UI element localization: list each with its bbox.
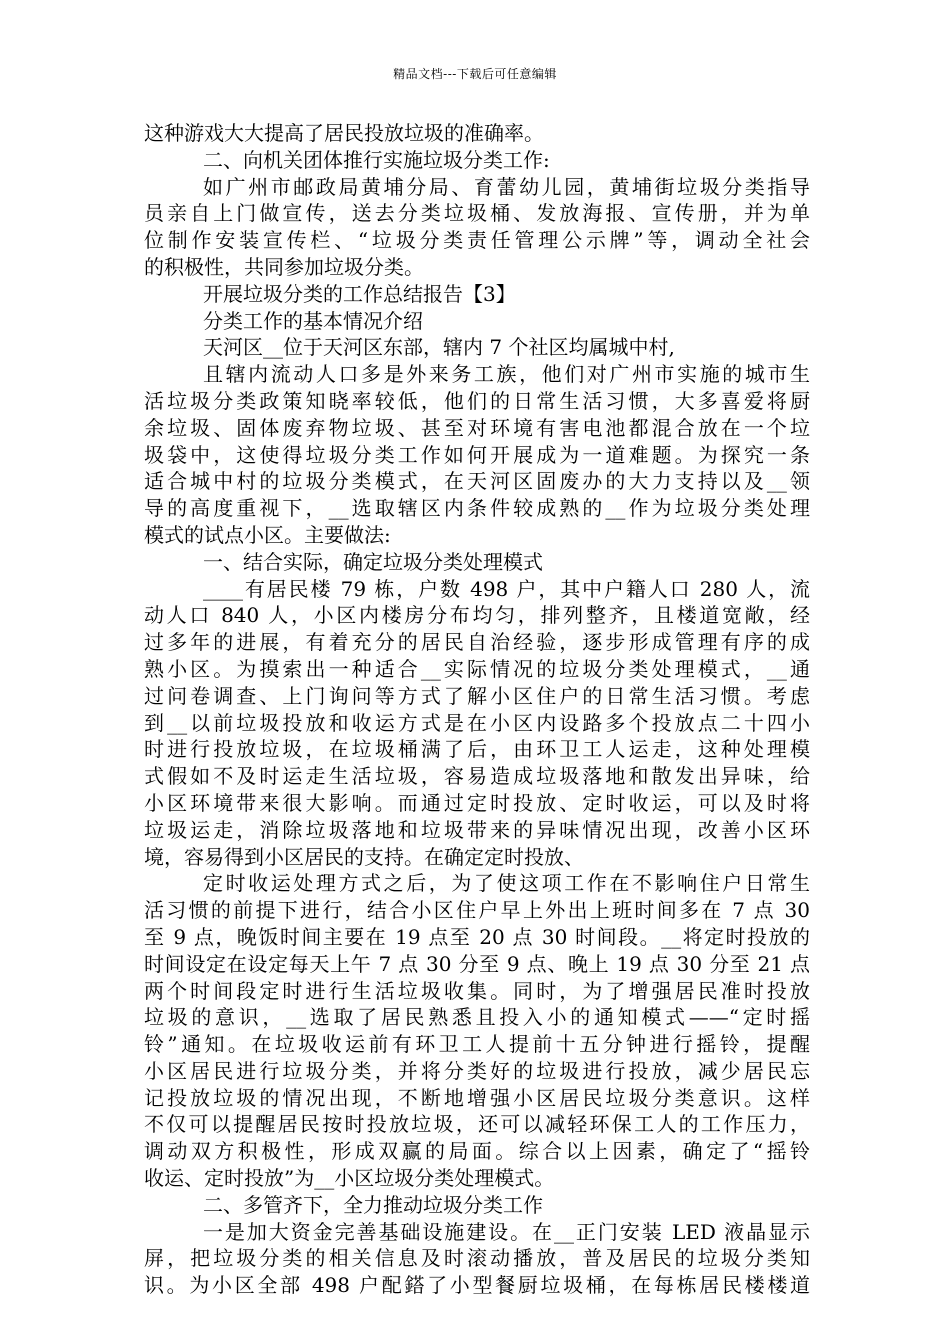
text-line: 铃”通知。在垃圾收运前有环卫工人提前十五分钟进行摇铃，提醒 (144, 1032, 810, 1057)
page-header: 精品文档---下载后可任意编辑 (393, 67, 557, 81)
document-body (144, 120, 810, 1299)
text-line: 导的高度重视下，__选取辖区内条件较成熟的__作为垃圾分类处理 (144, 496, 810, 521)
text-line: 天河区__位于天河区东部，辖内 7 个社区均属城中村, (203, 335, 675, 360)
text-line: 至 9 点，晚饭时间主要在 19 点至 20 点 30 时间段。__将定时投放的 (144, 924, 810, 949)
text-line: ____有居民楼 79 栋，户数 498 户，其中户籍人口 280 人，流 (203, 576, 810, 601)
text-line: 的积极性，共同参加垃圾分类。 (144, 254, 424, 279)
text-line: 二、向机关团体推行实施垃圾分类工作: (203, 147, 550, 172)
text-line: 圾袋中，这使得垃圾分类工作如何开展成为一道难题。为探究一条 (144, 442, 810, 467)
text-line: 记投放垃圾的情况出现，不断地增强小区居民垃圾分类意识。这样 (144, 1085, 810, 1110)
text-line: 两个时间段定时进行生活垃圾收集。同时，为了增强居民准时投放 (144, 978, 810, 1003)
text-line: 活习惯的前提下进行，结合小区住户早上外出上班时间多在 7 点 30 (144, 898, 810, 923)
text-line: 式假如不及时运走生活垃圾，容易造成垃圾落地和散发出异味，给 (144, 764, 810, 789)
text-line: 如广州市邮政局黄埔分局、育蕾幼儿园，黄埔街垃圾分类指导 (203, 174, 810, 199)
text-line: 屏，把垃圾分类的相关信息及时滚动播放，普及居民的垃圾分类知 (144, 1246, 810, 1271)
text-line: 一、结合实际，确定垃圾分类处理模式 (203, 549, 543, 574)
text-line: 分类工作的基本情况介绍 (203, 308, 423, 333)
text-line: 收运、定时投放”为__小区垃圾分类处理模式。 (144, 1166, 555, 1191)
text-line: 动人口 840 人，小区内楼房分布均匀，排列整齐，且楼道宽敞，经 (144, 603, 810, 628)
text-line: 小区居民进行垃圾分类，并将分类好的垃圾进行投放，减少居民忘 (144, 1058, 810, 1083)
text-line: 位制作安装宣传栏、“垃圾分类责任管理公示牌”等，调动全社会 (144, 228, 810, 253)
text-line: 这种游戏大大提高了居民投放垃圾的准确率。 (144, 121, 544, 145)
text-line: 适合城中村的垃圾分类模式，在天河区固废办的大力支持以及__领 (144, 469, 810, 494)
text-line: 模式的试点小区。主要做法: (144, 522, 391, 547)
text-line: 不仅可以提醒居民按时投放垃圾，还可以减轻环保工人的工作压力， (144, 1112, 810, 1137)
text-line: 二、多管齐下，全力推动垃圾分类工作 (203, 1192, 543, 1217)
text-line: 到__以前垃圾投放和收运方式是在小区内设路多个投放点二十四小 (144, 710, 810, 735)
text-line: 熟小区。为摸索出一种适合__实际情况的垃圾分类处理模式，__通 (144, 656, 810, 681)
text-line: 定时收运处理方式之后，为了使这项工作在不影响住户日常生 (203, 871, 810, 896)
text-line: 垃圾的意识，__选取了居民熟悉且投入小的通知模式——“定时摇 (144, 1005, 810, 1030)
text-line: 过问卷调查、上门询问等方式了解小区住户的日常生活习惯。考虑 (144, 683, 810, 708)
text-line: 过多年的进展，有着充分的居民自治经验，逐步形成管理有序的成 (144, 630, 810, 655)
text-line: 开展垃圾分类的工作总结报告【3】 (203, 281, 516, 306)
text-line: 小区环境带来很大影响。而通过定时投放、定时收运，可以及时将 (144, 790, 810, 815)
text-line: 一是加大资金完善基础设施建设。在__正门安装 LED 液晶显示 (203, 1219, 810, 1244)
text-line: 时进行投放垃圾，在垃圾桶满了后，由环卫工人运走，这种处理模 (144, 737, 810, 762)
text-line: 余垃圾、固体废弃物垃圾、甚至对环境有害电池都混合放在一个垃 (144, 415, 810, 440)
text-line: 调动双方积极性，形成双赢的局面。综合以上因素，确定了“摇铃 (144, 1139, 810, 1164)
text-line: 且辖内流动人口多是外来务工族，他们对广州市实施的城市生 (203, 362, 810, 387)
text-line: 垃圾运走，消除垃圾落地和垃圾带来的异味情况出现，改善小区环 (144, 817, 810, 842)
text-line: 活垃圾分类政策知晓率较低，他们的日常生活习惯，大多喜爱将厨 (144, 388, 810, 413)
text-line: 境，容易得到小区居民的支持。在确定定时投放、 (144, 844, 584, 869)
text-line: 识。为小区全部 498 户配鎝了小型餐厨垃圾桶，在每栋居民楼楼道 (144, 1273, 810, 1298)
text-line: 员亲自上门做宣传，送去分类垃圾桶、发放海报、宣传册，并为单 (144, 201, 810, 226)
text-line: 时间设定在设定每天上午 7 点 30 分至 9 点、晚上 19 点 30 分至 21 点 (144, 951, 810, 976)
